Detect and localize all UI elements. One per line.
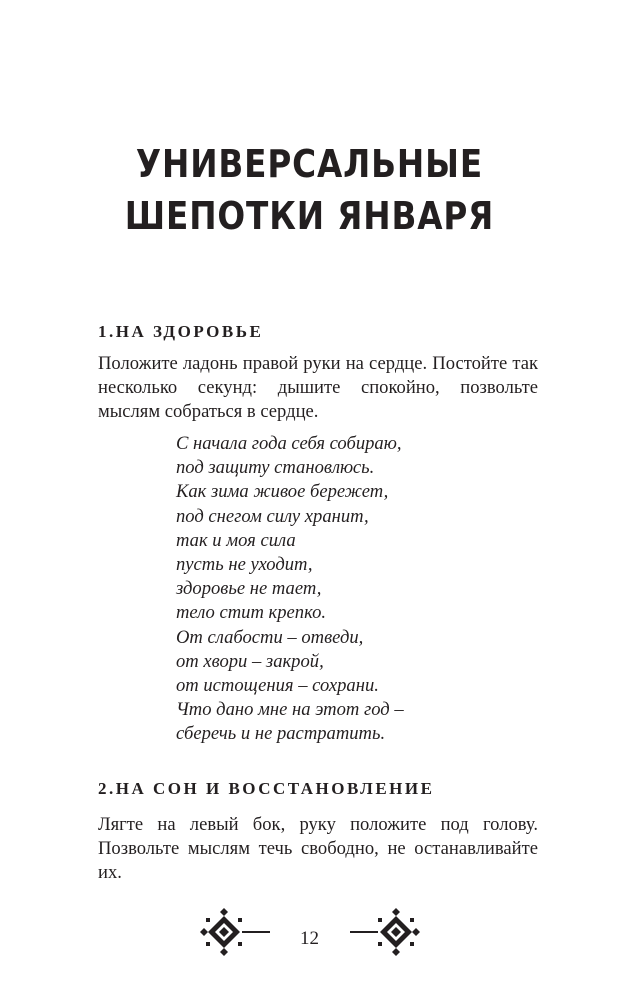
- folk-ornament-icon: [348, 908, 420, 964]
- paragraph-text: Положите ладонь правой руки на сердце. Постойте так несколько секунд: дышите спокойно, позвольте мыслям собраться в сердце.: [98, 353, 538, 422]
- verse-line: От слабости – отведи,: [176, 626, 364, 648]
- section-paragraph-sleep: [98, 813, 538, 885]
- title-line-2: ШЕПОТКИ ЯНВАРЯ: [124, 194, 495, 238]
- page-number: 12: [300, 928, 319, 949]
- section-heading-health: 1.НА ЗДОРОВЬЕ: [98, 322, 264, 341]
- verse-line: Как зима живое бережет,: [176, 481, 389, 503]
- verse-line: Что дано мне на этот год –: [176, 699, 404, 721]
- page-title: [43, 138, 575, 242]
- verse-line: так и моя сила: [176, 529, 296, 551]
- section-paragraph-health: [98, 352, 538, 424]
- verse-line: под снегом силу хранит,: [176, 505, 369, 527]
- verse-line: сберечь и не растратить.: [176, 723, 386, 745]
- verse-line: от хвори – закрой,: [176, 650, 324, 672]
- verse-line: здоровье не тает,: [176, 578, 322, 600]
- verse-line: С начала года себя собираю,: [176, 433, 402, 454]
- verse-line: тело стит крепко.: [176, 602, 327, 624]
- verse-line: под защиту становлюсь.: [176, 457, 375, 479]
- verse-line: пусть не уходит,: [176, 554, 313, 576]
- verse-block: [176, 432, 404, 747]
- verse-line: от истощения – сохрани.: [176, 675, 379, 697]
- paragraph-text: Лягте на левый бок, руку положите под голову. Позвольте мыслям течь свободно, не останавливайте их.: [98, 814, 538, 883]
- page-footer: [0, 908, 619, 964]
- section-heading-sleep: 2.НА СОН И ВОССТАНОВЛЕНИЕ: [98, 779, 435, 798]
- title-line-1: УНИВЕРСАЛЬНЫЕ: [135, 142, 484, 186]
